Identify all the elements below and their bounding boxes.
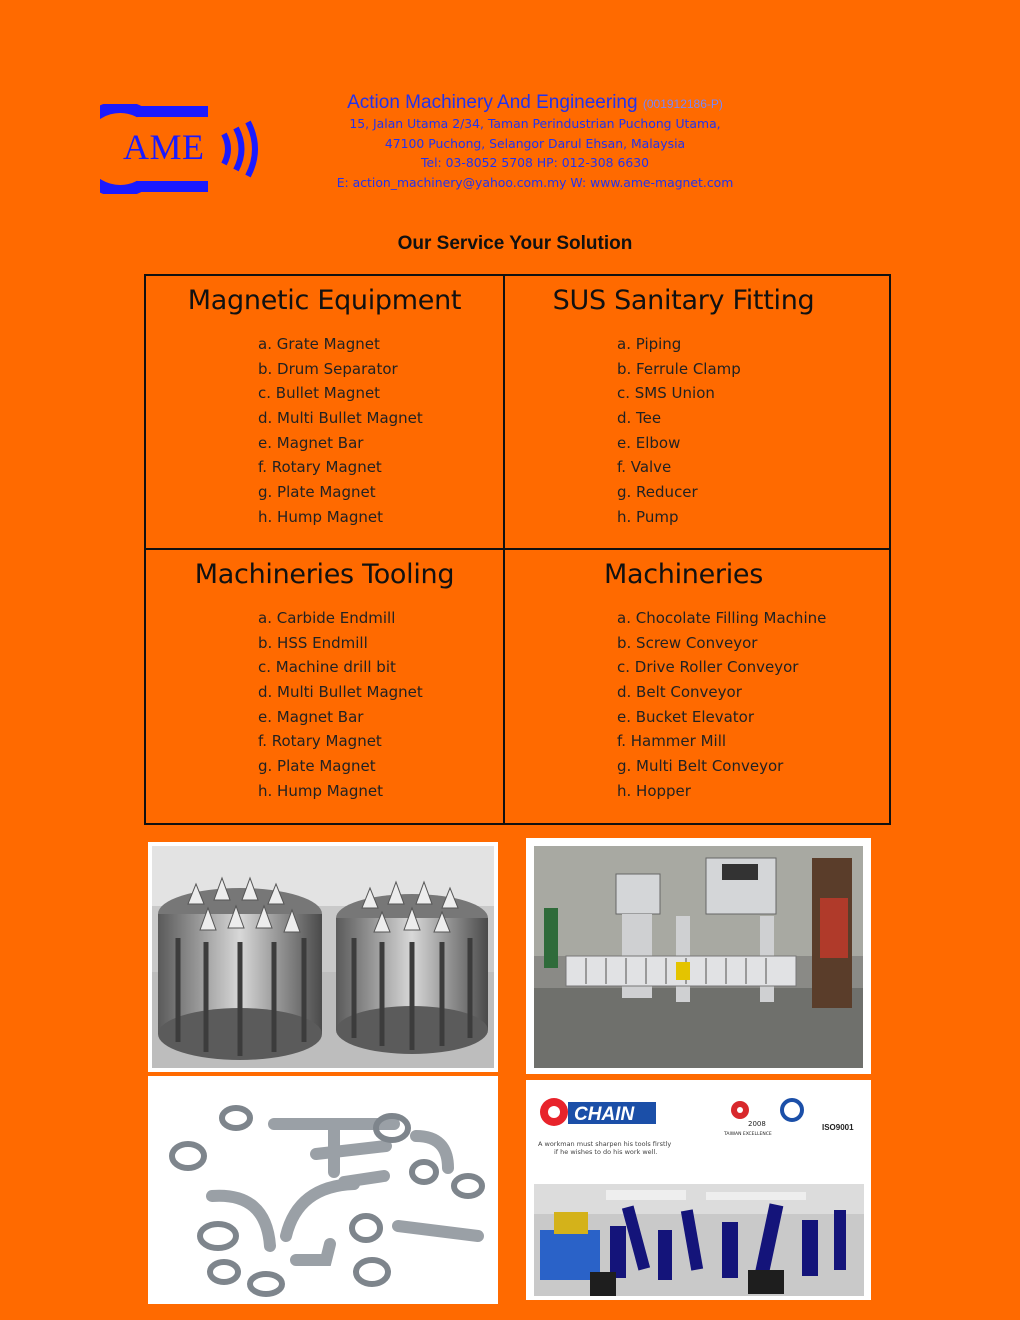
contact-line: E: action_machinery@yahoo.com.my W: www.ame-magnet.com xyxy=(336,174,734,190)
list-item: c. Drive Roller Conveyor xyxy=(617,658,799,677)
list-item: h. Hopper xyxy=(617,781,691,800)
list-item: a. Grate Magnet xyxy=(258,335,380,353)
photo-sanitary-fittings xyxy=(148,1076,498,1304)
chain-brand-text: CHAIN xyxy=(574,1104,635,1125)
category-title: SUS Sanitary Fitting xyxy=(552,285,815,316)
list-item: g. Multi Belt Conveyor xyxy=(617,757,784,776)
company-header xyxy=(270,92,800,192)
list-item: c. Bullet Magnet xyxy=(258,384,381,403)
list-item: b. HSS Endmill xyxy=(258,633,368,652)
category-list xyxy=(617,606,826,804)
address-line-2: 47100 Puchong, Selangor Darul Ehsan, Malaysia xyxy=(384,135,686,151)
category-sus-sanitary-fitting xyxy=(505,276,862,548)
list-item: f. Rotary Magnet xyxy=(258,458,382,477)
address-line-1: 15, Jalan Utama 2/34, Taman Perindustrian Puchong Utama, xyxy=(349,116,721,131)
photo-filling-machine xyxy=(526,838,871,1074)
logo-text: AME xyxy=(123,127,205,167)
chain-tagline-2: if he wishes to do his work well. xyxy=(554,1148,658,1156)
list-item: b. Drum Separator xyxy=(258,359,398,378)
category-list xyxy=(258,332,423,530)
category-machineries-tooling xyxy=(146,550,503,822)
photo-bullet-magnets xyxy=(148,842,498,1072)
category-magnetic-equipment xyxy=(146,276,503,548)
award-icon xyxy=(731,1101,749,1119)
list-item: f. Valve xyxy=(617,458,672,477)
list-item: e. Bucket Elevator xyxy=(617,707,755,726)
list-item: h. Hump Magnet xyxy=(258,781,384,800)
award-year: 2008 xyxy=(748,1120,766,1128)
services-grid xyxy=(144,274,891,825)
slogan: Our Service Your Solution xyxy=(397,233,633,254)
chain-tagline-1: A workman must sharpen his tools firstly xyxy=(538,1140,672,1148)
award-text: TAIWAN EXCELLENCE xyxy=(724,1132,772,1137)
list-item: f. Hammer Mill xyxy=(617,732,727,751)
list-item: b. Screw Conveyor xyxy=(617,633,758,652)
list-item: d. Multi Bullet Magnet xyxy=(258,683,423,702)
list-item: b. Ferrule Clamp xyxy=(617,359,741,378)
category-machineries xyxy=(505,550,862,822)
list-item: g. Plate Magnet xyxy=(258,757,376,776)
list-item: g. Plate Magnet xyxy=(258,483,376,502)
registration-number: (001912186-P) xyxy=(642,97,723,111)
list-item: g. Reducer xyxy=(617,483,698,502)
category-title: Magnetic Equipment xyxy=(187,285,462,316)
category-title: Machineries xyxy=(603,559,763,590)
list-item: f. Rotary Magnet xyxy=(258,732,382,751)
list-item: a. Piping xyxy=(617,335,682,353)
list-item: a. Carbide Endmill xyxy=(258,609,396,627)
category-title: Machineries Tooling xyxy=(194,559,455,590)
list-item: e. Magnet Bar xyxy=(258,707,364,726)
list-item: d. Tee xyxy=(617,409,662,428)
list-item: e. Elbow xyxy=(617,433,681,452)
category-list xyxy=(258,606,423,804)
list-item: e. Magnet Bar xyxy=(258,433,364,452)
list-item: h. Hump Magnet xyxy=(258,507,384,526)
list-item: h. Pump xyxy=(617,507,679,526)
list-item: c. Machine drill bit xyxy=(258,658,396,677)
photo-chain-tooling xyxy=(526,1080,871,1300)
iso-label: ISO9001 xyxy=(822,1123,854,1132)
company-name: Action Machinery And Engineering xyxy=(347,92,638,113)
list-item: d. Belt Conveyor xyxy=(617,683,742,702)
list-item: d. Multi Bullet Magnet xyxy=(258,409,423,428)
category-list xyxy=(617,332,741,530)
company-line xyxy=(270,92,800,114)
list-item: c. SMS Union xyxy=(617,384,715,403)
phone-line: Tel: 03-8052 5708 HP: 012-308 6630 xyxy=(421,155,649,170)
list-item: a. Chocolate Filling Machine xyxy=(617,609,827,627)
